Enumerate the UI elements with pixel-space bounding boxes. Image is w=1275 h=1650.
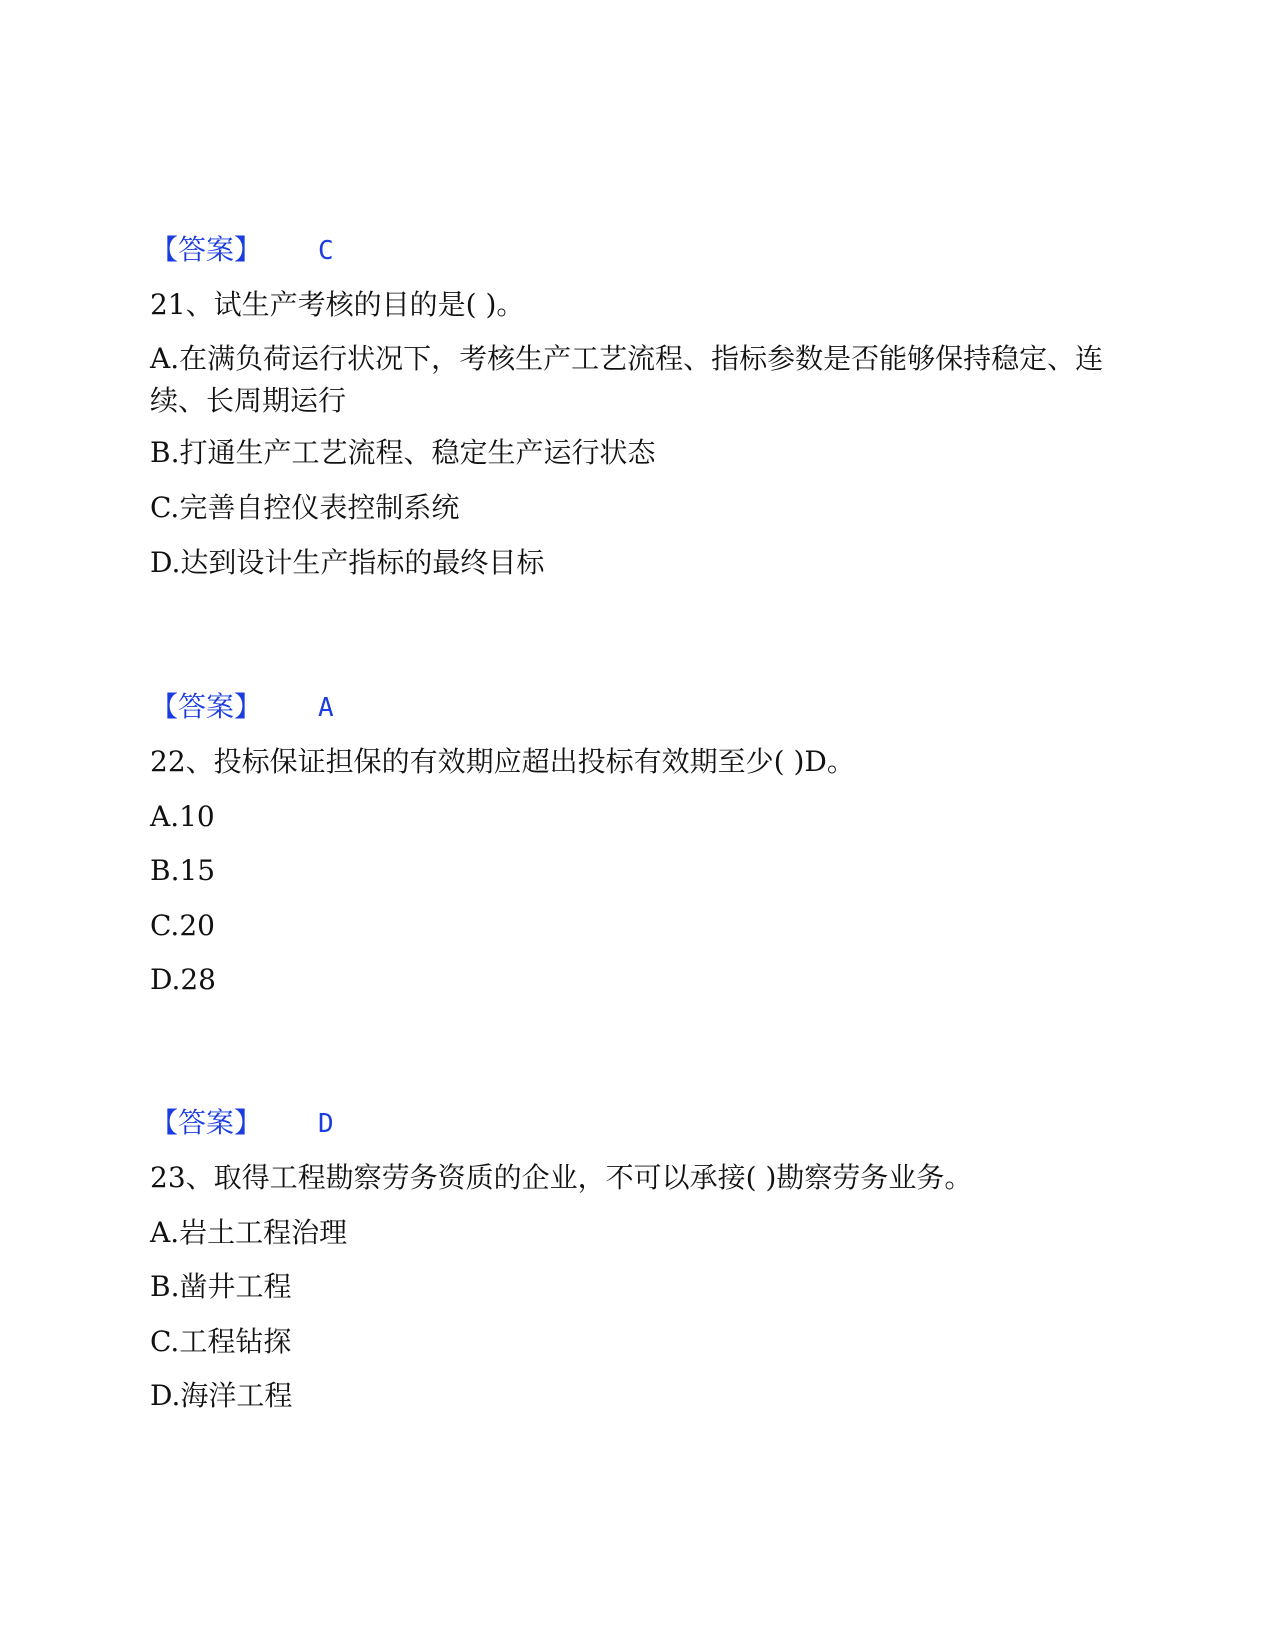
option-a: A.岩土工程治理 [150, 1216, 348, 1249]
option-a: A.在满负荷运行状况下，考核生产工艺流程、指标参数是否能够保持稳定、连续、长周期运行 [150, 342, 1104, 417]
option-b: B.打通生产工艺流程、稳定生产运行状态 [150, 436, 656, 469]
option-c: C.工程钻探 [150, 1325, 292, 1358]
question-text: 22、投标保证担保的有效期应超出投标有效期至少( )D。 [150, 745, 855, 778]
answer-value: D [318, 1109, 334, 1139]
option-b: B.凿井工程 [150, 1270, 292, 1303]
answer-label: 【答案】 [150, 1106, 263, 1139]
option-b: B.15 [150, 854, 216, 887]
option-d: D.达到设计生产指标的最终目标 [150, 546, 545, 579]
option-a: A.10 [150, 800, 215, 833]
answer-label: 【答案】 [150, 233, 263, 266]
option-d: D.海洋工程 [150, 1379, 293, 1412]
option-c: C.20 [150, 909, 215, 942]
option-c: C.完善自控仪表控制系统 [150, 491, 460, 524]
answer-line [150, 230, 334, 271]
answer-line [150, 1103, 334, 1144]
question-text: 23、取得工程勘察劳务资质的企业，不可以承接( )勘察劳务业务。 [150, 1161, 973, 1194]
answer-label: 【答案】 [150, 690, 263, 723]
answer-value: A [318, 693, 334, 723]
option-d: D.28 [150, 963, 216, 996]
answer-line [150, 687, 334, 728]
question-text: 21、试生产考核的目的是( )。 [150, 288, 525, 321]
answer-value: C [318, 236, 334, 266]
